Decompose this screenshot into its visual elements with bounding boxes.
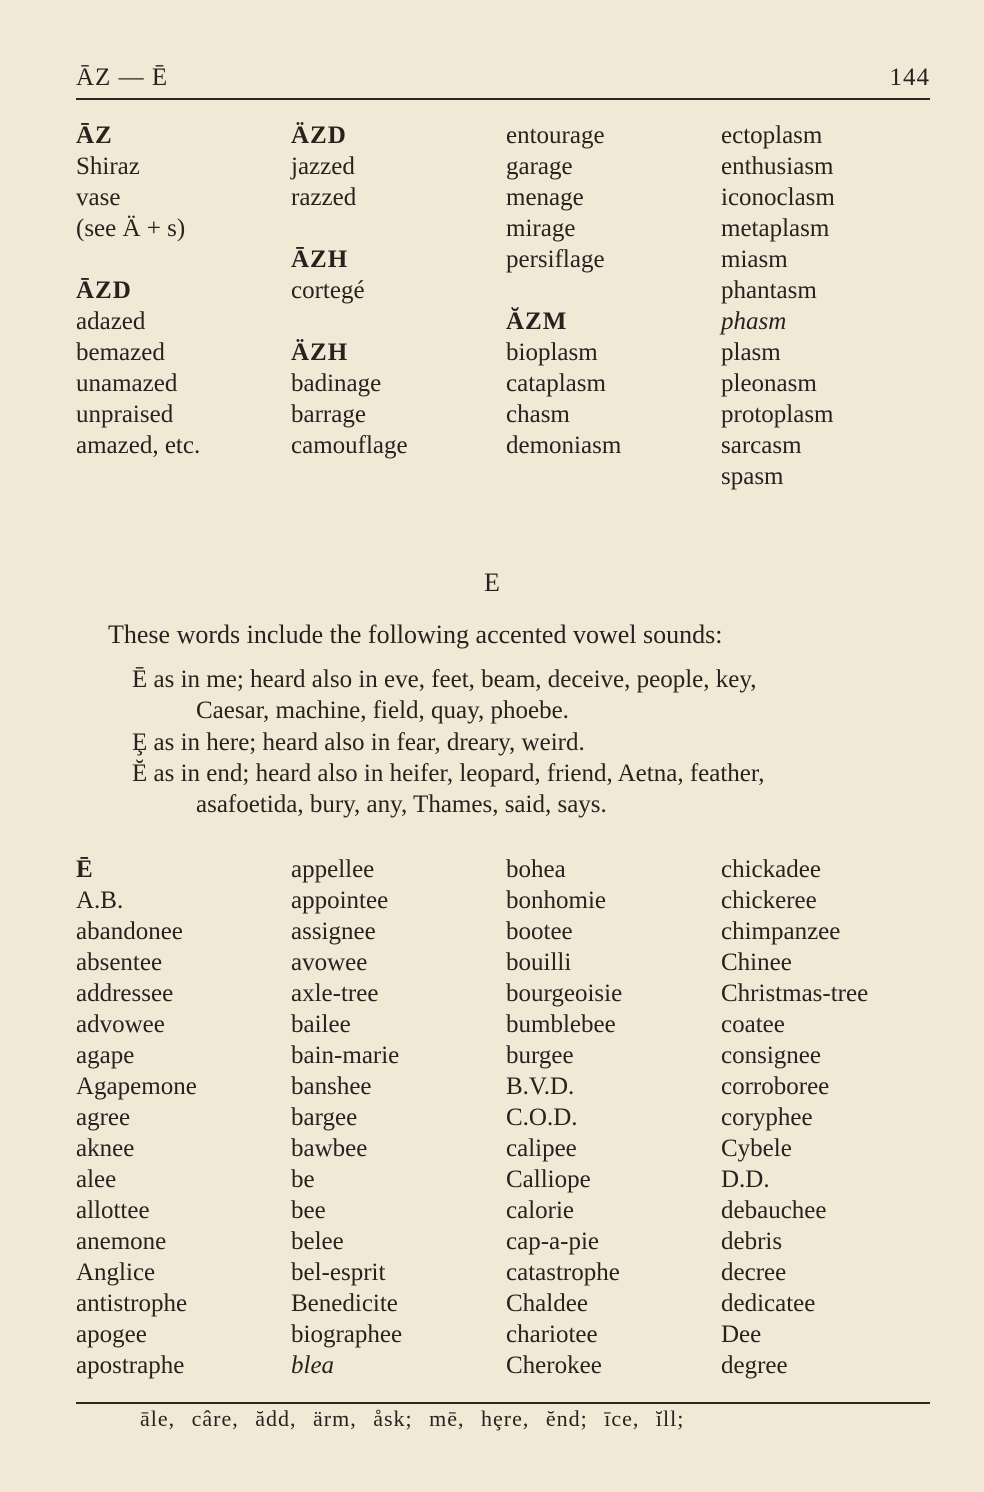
word-entry: (see Ä + s) <box>76 215 186 242</box>
word-column <box>506 854 721 1381</box>
word-column <box>506 120 721 492</box>
word-entry: enthusiasm <box>721 153 834 180</box>
word-entry: avowee <box>291 949 368 976</box>
word-entry: agape <box>76 1042 135 1069</box>
word-entry: D.D. <box>721 1166 770 1193</box>
word-entry: amazed, etc. <box>76 432 201 459</box>
word-entry: bootee <box>506 918 573 945</box>
word-entry: dedicatee <box>721 1290 816 1317</box>
word-entry: bumblebee <box>506 1011 616 1038</box>
word-entry: axle-tree <box>291 980 379 1007</box>
word-entry: bonhomie <box>506 887 606 914</box>
word-entry: demoniasm <box>506 432 622 459</box>
word-entry: persiflage <box>506 246 605 273</box>
word-entry: bain-marie <box>291 1042 400 1069</box>
word-entry: ectoplasm <box>721 122 823 149</box>
word-entry: spasm <box>721 463 784 490</box>
rhyme-heading: ĀZD <box>76 277 132 304</box>
footer-rule <box>76 1402 930 1404</box>
word-entry: camouflage <box>291 432 408 459</box>
word-entry: corroboree <box>721 1073 830 1100</box>
word-entry: Chinee <box>721 949 792 976</box>
spacer <box>291 306 506 337</box>
word-entry: mirage <box>506 215 576 242</box>
word-column <box>721 120 936 492</box>
rhyme-heading: ĀZ <box>76 122 113 149</box>
word-entry: bel-esprit <box>291 1259 386 1286</box>
word-entry: Chaldee <box>506 1290 588 1317</box>
word-entry: burgee <box>506 1042 574 1069</box>
word-entry: menage <box>506 184 584 211</box>
sound-entry <box>132 664 932 726</box>
word-entry: bioplasm <box>506 339 598 366</box>
word-entry: pleonasm <box>721 370 817 397</box>
word-entry: degree <box>721 1352 788 1379</box>
word-entry: allottee <box>76 1197 150 1224</box>
word-entry: Christmas-tree <box>721 980 869 1007</box>
word-entry: Anglice <box>76 1259 156 1286</box>
word-entry: absentee <box>76 949 163 976</box>
word-entry: bourgeoisie <box>506 980 623 1007</box>
word-entry: blea <box>291 1352 335 1379</box>
word-entry: apogee <box>76 1321 147 1348</box>
header-range: ĀZ — Ē <box>76 64 169 91</box>
word-entry: bouilli <box>506 949 572 976</box>
word-entry: barrage <box>291 401 366 428</box>
word-entry: agree <box>76 1104 131 1131</box>
top-word-columns <box>76 120 936 492</box>
word-entry: unamazed <box>76 370 178 397</box>
word-entry: bemazed <box>76 339 165 366</box>
sound-line: Ĕ as in end; heard also in heifer, leopard, friend, Aetna, feather, <box>132 760 765 787</box>
word-entry: calipee <box>506 1135 577 1162</box>
word-entry: plasm <box>721 339 781 366</box>
word-entry: appointee <box>291 887 389 914</box>
word-entry: metaplasm <box>721 215 830 242</box>
word-entry: Agapemone <box>76 1073 197 1100</box>
word-entry: catastrophe <box>506 1259 620 1286</box>
sound-entry <box>132 727 932 758</box>
word-entry: Calliope <box>506 1166 591 1193</box>
word-entry: coryphee <box>721 1104 813 1131</box>
word-column <box>291 854 506 1381</box>
word-entry: phasm <box>721 308 787 335</box>
word-entry: bee <box>291 1197 326 1224</box>
word-entry: bailee <box>291 1011 351 1038</box>
word-entry: addressee <box>76 980 174 1007</box>
section-title: E <box>484 568 500 597</box>
word-entry: razzed <box>291 184 357 211</box>
rhyme-heading: ĀZH <box>291 246 349 273</box>
rhyme-heading: ĂZM <box>506 308 568 335</box>
word-entry: bawbee <box>291 1135 368 1162</box>
word-entry: abandonee <box>76 918 183 945</box>
word-entry: Shiraz <box>76 153 140 180</box>
word-entry: miasm <box>721 246 788 273</box>
sound-line: Ȩ as in here; heard also in fear, dreary, weird. <box>132 729 585 756</box>
rhyme-heading: ÄZH <box>291 339 349 366</box>
word-entry: cataplasm <box>506 370 606 397</box>
word-entry: coatee <box>721 1011 785 1038</box>
word-entry: anemone <box>76 1228 167 1255</box>
spacer <box>506 275 721 306</box>
word-entry: chimpanzee <box>721 918 841 945</box>
word-column <box>291 120 506 492</box>
word-entry: cortegé <box>291 277 365 304</box>
word-entry: jazzed <box>291 153 355 180</box>
spacer <box>76 244 291 275</box>
word-entry: assignee <box>291 918 376 945</box>
word-entry: chickeree <box>721 887 817 914</box>
word-entry: calorie <box>506 1197 575 1224</box>
word-entry: chariotee <box>506 1321 598 1348</box>
word-entry: iconoclasm <box>721 184 835 211</box>
word-entry: phantasm <box>721 277 817 304</box>
word-entry: sarcasm <box>721 432 802 459</box>
spacer <box>291 213 506 244</box>
word-entry: entourage <box>506 122 605 149</box>
word-entry: appellee <box>291 856 375 883</box>
word-entry: Cherokee <box>506 1352 602 1379</box>
word-entry: B.V.D. <box>506 1073 575 1100</box>
intro-text: These words include the following accented vowel sounds: <box>108 620 723 649</box>
word-entry: cap-a-pie <box>506 1228 599 1255</box>
word-entry: Benedicite <box>291 1290 398 1317</box>
word-column <box>721 854 936 1381</box>
word-entry: consignee <box>721 1042 821 1069</box>
word-entry: bohea <box>506 856 566 883</box>
sound-line-continued: Caesar, machine, field, quay, phoebe. <box>196 697 569 724</box>
word-entry: vase <box>76 184 121 211</box>
rhyme-heading: Ē <box>76 856 94 883</box>
word-entry: alee <box>76 1166 117 1193</box>
word-entry: bargee <box>291 1104 358 1131</box>
word-entry: be <box>291 1166 315 1193</box>
sound-line-continued: asafoetida, bury, any, Thames, said, says. <box>196 791 607 818</box>
word-entry: aknee <box>76 1135 135 1162</box>
page-number: 144 <box>889 64 930 91</box>
pronunciation-key: āle, câre, ădd, ärm, åsk; mē, hȩre, ĕnd; īce, ĭll; <box>140 1406 685 1431</box>
word-entry: debauchee <box>721 1197 827 1224</box>
word-entry: decree <box>721 1259 787 1286</box>
word-entry: C.O.D. <box>506 1104 578 1131</box>
word-entry: Dee <box>721 1321 762 1348</box>
word-entry: protoplasm <box>721 401 834 428</box>
word-entry: antistrophe <box>76 1290 188 1317</box>
word-entry: banshee <box>291 1073 372 1100</box>
word-entry: chickadee <box>721 856 821 883</box>
bottom-word-columns <box>76 854 936 1381</box>
header-rule <box>76 98 930 100</box>
word-entry: advowee <box>76 1011 165 1038</box>
word-entry: garage <box>506 153 573 180</box>
word-entry: biographee <box>291 1321 403 1348</box>
word-entry: apostraphe <box>76 1352 185 1379</box>
word-entry: A.B. <box>76 887 124 914</box>
word-entry: belee <box>291 1228 344 1255</box>
word-entry: unpraised <box>76 401 174 428</box>
page-header <box>76 64 930 92</box>
word-entry: debris <box>721 1228 783 1255</box>
word-entry: badinage <box>291 370 382 397</box>
sound-line: Ē as in me; heard also in eve, feet, beam, deceive, people, key, <box>132 666 757 693</box>
word-entry: chasm <box>506 401 570 428</box>
word-column <box>76 120 291 492</box>
sound-entry <box>132 758 932 820</box>
rhyme-heading: ÄZD <box>291 122 347 149</box>
word-column <box>76 854 291 1381</box>
word-entry: Cybele <box>721 1135 792 1162</box>
word-entry: adazed <box>76 308 146 335</box>
